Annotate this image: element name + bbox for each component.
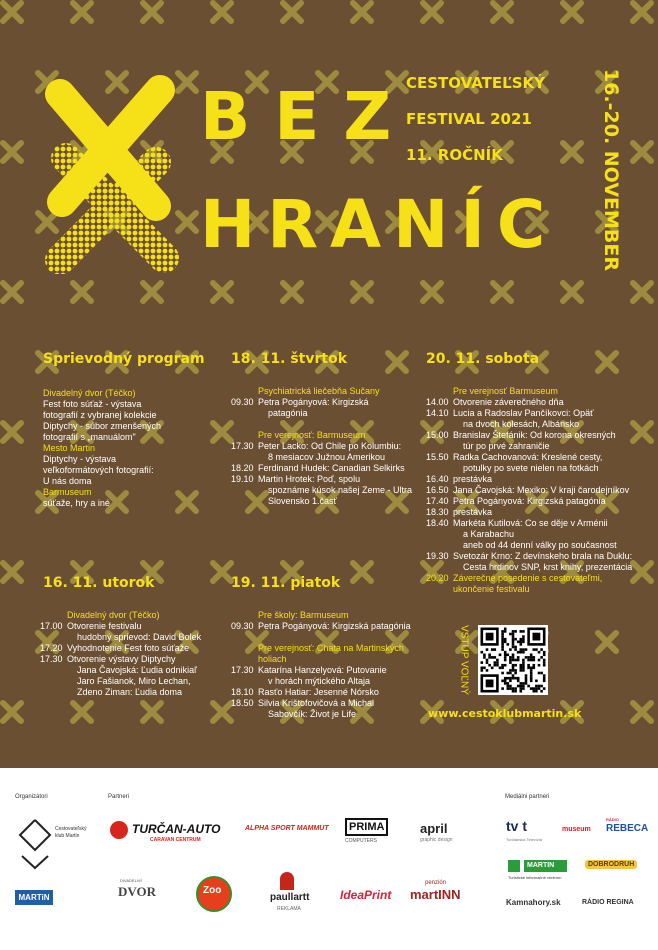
program-row	[43, 443, 213, 454]
program-row	[426, 419, 651, 430]
program-row	[231, 496, 421, 507]
x-mark	[493, 3, 511, 21]
program-row	[231, 709, 421, 720]
program-row	[40, 621, 220, 632]
martinn-logo: martINN	[410, 887, 461, 902]
program-row	[426, 430, 651, 441]
program-time: 15.00	[426, 430, 449, 440]
program-text: potulky po svete nielen na fotkách	[463, 463, 599, 473]
program-time: 17.20	[40, 643, 63, 653]
program-text: Diptychy - súbor zmenšených	[43, 421, 162, 431]
program-time: 18.40	[426, 518, 449, 528]
x-mark	[598, 633, 616, 651]
program-text: Pre verejnosť: Barmuseum	[258, 430, 366, 440]
program-row	[40, 643, 220, 654]
sponsors-footer	[0, 768, 658, 950]
rebeca-logo: REBECA	[606, 823, 649, 834]
program-row	[426, 518, 651, 529]
title-bez: BEZ	[200, 78, 416, 155]
program-row	[426, 584, 651, 595]
program-row	[43, 454, 213, 465]
program-row	[231, 665, 421, 676]
cestoklub-logo	[18, 818, 52, 870]
program-text: Otvorenie výstavy Diptychy	[67, 654, 176, 664]
program-time: 17.00	[40, 621, 63, 631]
program-time	[426, 441, 453, 452]
x-mark	[73, 703, 91, 721]
program-time	[426, 419, 453, 430]
program-text: Divadelný dvor (Téčko)	[43, 388, 136, 398]
x-mark	[3, 143, 21, 161]
tvt-logo: tv t	[506, 818, 527, 834]
x-mark	[493, 283, 511, 301]
x-mark	[213, 283, 231, 301]
accompanying-program	[43, 350, 213, 509]
program-row	[40, 665, 220, 676]
program-text: Sabovčík: Život je Life	[268, 709, 357, 719]
program-time: 16.40	[426, 474, 449, 484]
program-text: Ferdinand Hudek: Canadian Selkirks	[258, 463, 405, 473]
turcan-auto-icon	[110, 821, 128, 839]
program-time: 09.30	[231, 621, 254, 631]
ideaprint-logo: IdeaPrint	[340, 888, 392, 902]
program-time: 17.30	[231, 665, 254, 675]
program-text: Mesto Martin	[43, 443, 96, 453]
program-time	[231, 452, 258, 463]
x-mark	[283, 283, 301, 301]
festival-dates: 16.-20. NOVEMBER	[600, 68, 622, 272]
program-text: Barmuseum	[43, 487, 92, 497]
program-text: fotografií s „manuálom"	[43, 432, 136, 442]
program-text: Diptychy - výstava	[43, 454, 117, 464]
zoo-text: Zoo	[203, 885, 222, 896]
program-time: 18.50	[231, 698, 254, 708]
program-row	[40, 687, 220, 698]
x-mark	[143, 703, 161, 721]
program-row	[43, 487, 213, 498]
x-mark	[563, 143, 581, 161]
program-text: súťaže, hry a iné	[43, 498, 110, 508]
program-time	[231, 408, 258, 419]
program-text: patagónia	[268, 408, 308, 418]
x-mark	[213, 703, 231, 721]
tic-sub: Turistické informačné centrum	[508, 875, 562, 880]
program-text: Pre školy: Barmuseum	[258, 610, 349, 620]
program-time	[426, 463, 453, 474]
program-text: Silvia Krištofovičová a Michal	[258, 698, 375, 708]
paullartt-icon	[280, 872, 294, 890]
radio-regina-logo: RÁDIO REGINA	[582, 899, 634, 906]
program-row	[426, 507, 651, 518]
program-row	[231, 419, 421, 430]
program-time	[426, 540, 453, 551]
program-row	[231, 463, 421, 474]
program-text: Petra Pogányová: Kirgizská	[258, 397, 369, 407]
program-text: Vyhodnotenie Fest foto súťaže	[67, 643, 190, 653]
program-time: 16.50	[426, 485, 449, 495]
program-time: 18.10	[231, 687, 254, 697]
program-time	[426, 529, 453, 540]
program-time: 19.10	[231, 474, 254, 484]
program-text: Záverečné posedenie s cestovateľmi,	[453, 573, 603, 583]
x-mark	[563, 3, 581, 21]
program-time	[426, 386, 453, 397]
program-time	[426, 584, 453, 595]
program-time	[40, 610, 67, 621]
x-mark	[73, 3, 91, 21]
alpha-sport-logo: ALPHA SPORT MAMMUT	[245, 825, 329, 832]
program-row	[231, 698, 421, 709]
program-text: Otvorenie záverečného dňa	[453, 397, 564, 407]
program-time	[231, 676, 258, 687]
day-20-program	[426, 350, 651, 595]
program-row	[426, 408, 651, 419]
festival-year: FESTIVAL 2021	[406, 110, 532, 128]
program-text	[258, 632, 271, 643]
day-19-heading: 19. 11. piatok	[231, 575, 341, 591]
prima-sub: COMPUTERS	[345, 838, 377, 844]
program-text: Jaro Fašianok, Miro Lechan,	[77, 676, 191, 686]
program-row	[43, 498, 213, 509]
turcan-auto-logo: TURČAN-AUTO	[132, 822, 221, 836]
program-time: 20.20	[426, 573, 449, 583]
program-row	[231, 643, 421, 665]
program-text: Petra Pogányová: Kirgizská patagónia	[258, 621, 411, 631]
dvor-top: DIVADELNÝ	[120, 878, 143, 883]
program-time: 18.20	[231, 463, 254, 473]
program-text: aneb od 44 denní války po současnost	[463, 540, 617, 550]
day-18-program	[231, 350, 421, 507]
program-row	[426, 573, 651, 584]
program-row	[43, 399, 213, 410]
program-text: veľkoformátových fotografií:	[43, 465, 154, 475]
program-row	[43, 421, 213, 432]
program-text: prestávka	[453, 507, 493, 517]
program-text: Peter Lacko: Od Chile po Kolumbiu:	[258, 441, 402, 451]
festival-edition: 11. ROČNÍK	[406, 146, 503, 164]
program-text: Branislav Štefánik: Od korona okresných	[453, 430, 616, 440]
x-mark	[353, 3, 371, 21]
program-row	[231, 408, 421, 419]
program-row	[426, 540, 651, 551]
x-mark	[423, 3, 441, 21]
program-row	[40, 654, 220, 665]
rebeca-top: RÁDIO	[606, 817, 619, 822]
program-text: Jana Čavojská: Mexiko: V kraji čarodejníkov	[453, 485, 630, 495]
program-row	[426, 441, 651, 452]
program-time	[40, 665, 67, 676]
cestoklub-name: Cestovateľský klub Martin	[55, 826, 87, 839]
martinn-top: penzión	[425, 880, 447, 886]
paullartt-logo: paullartt	[270, 892, 310, 903]
program-time	[231, 709, 258, 720]
day-18-heading: 18. 11. štvrtok	[231, 351, 348, 367]
program-row	[231, 632, 421, 643]
x-mark	[3, 283, 21, 301]
accompanying-heading: Sprievodný program	[43, 351, 205, 367]
program-time: 18.30	[426, 507, 449, 517]
april-sub: graphic design	[420, 837, 453, 843]
program-time: 15.50	[426, 452, 449, 462]
day-16-heading: 16. 11. utorok	[43, 575, 155, 591]
program-time	[231, 610, 258, 621]
program-text: prestávka	[453, 474, 493, 484]
x-mark	[563, 283, 581, 301]
program-text: Pre verejnosť Barmuseum	[453, 386, 558, 396]
x-mark	[143, 283, 161, 301]
program-row	[426, 474, 651, 485]
dvor-logo: DVOR	[118, 884, 157, 899]
program-text: spoznáme kúsok našej Zeme - Ultra	[268, 485, 413, 495]
program-text: Cesta hrdinov SNP, krst knihy, prezentácia	[463, 562, 633, 572]
program-row	[231, 621, 421, 632]
x-mark	[3, 3, 21, 21]
program-text: Fest foto súťaž - výstava	[43, 399, 142, 409]
x-mark	[73, 283, 91, 301]
program-time	[231, 632, 258, 643]
x-mark	[283, 3, 301, 21]
x-mark	[3, 563, 21, 581]
entry-free-label: VSTUP VOĽNÝ	[458, 625, 470, 695]
title-hranic: HRANÍC	[200, 186, 558, 263]
program-row	[231, 474, 421, 485]
day-20-heading: 20. 11. sobota	[426, 351, 540, 367]
program-text: 8 mesiacov Južnou Amerikou	[268, 452, 386, 462]
x-mark	[3, 703, 21, 721]
program-row	[231, 386, 421, 397]
program-time	[231, 386, 258, 397]
x-mark	[213, 423, 231, 441]
program-row	[231, 430, 421, 441]
x-mark	[633, 703, 651, 721]
program-text: Slovensko 1.časť	[268, 496, 337, 506]
program-text: Rasťo Hatiar: Jesenné Nórsko	[258, 687, 379, 697]
tvt-sub: Turčianska Televízia	[506, 837, 543, 842]
program-time: 17.30	[231, 441, 254, 451]
program-text: Radka Cachovanová: Kreslené cesty,	[453, 452, 603, 462]
program-time: 09.30	[231, 397, 254, 407]
turcan-auto-sub: CARAVAN CENTRUM	[150, 837, 201, 843]
program-text: Katarína Hanzelyová: Putovanie	[258, 665, 387, 675]
program-time	[426, 562, 453, 573]
program-time	[231, 485, 258, 496]
program-text: Pre verejnosť: Chata na Martinských holiach	[258, 643, 404, 664]
program-text: na dvoch kolesách, Albánsko	[463, 419, 580, 429]
program-text: Markéta Kutilová: Co se děje v Arménii	[453, 518, 608, 528]
program-time: 14.00	[426, 397, 449, 407]
program-row	[43, 432, 213, 443]
website-link[interactable]: www.cestoklubmartin.sk	[428, 707, 582, 720]
program-text: a Karabachu	[463, 529, 515, 539]
qr-code	[478, 625, 548, 695]
organizers-label: Organizátori	[15, 794, 48, 800]
museum-logo: museum	[562, 826, 591, 833]
program-text	[258, 419, 271, 430]
program-row	[43, 410, 213, 421]
program-row	[426, 397, 651, 408]
program-text: v horách mýtického Altaja	[268, 676, 371, 686]
program-row	[231, 485, 421, 496]
x-mark	[353, 283, 371, 301]
paullartt-sub: REKLAMA	[277, 906, 301, 912]
program-row	[231, 610, 421, 621]
festival-x-logo	[36, 74, 186, 274]
x-mark	[633, 283, 651, 301]
kamnahory-logo: Kamnahory.sk	[506, 898, 561, 907]
program-row	[231, 441, 421, 452]
program-row	[43, 465, 213, 476]
program-text: Zdeno Ziman: Ľudia doma	[77, 687, 183, 697]
program-time	[231, 430, 258, 441]
program-row	[426, 562, 651, 573]
program-row	[43, 388, 213, 399]
program-text: túr po prvé zahraničie	[463, 441, 550, 451]
x-mark	[633, 143, 651, 161]
program-row	[426, 496, 651, 507]
program-time	[40, 632, 67, 643]
program-row	[231, 452, 421, 463]
festival-name: CESTOVATEĽSKÝ	[406, 74, 545, 92]
program-row	[40, 676, 220, 687]
program-text: hudobný sprievod: David Bolek	[77, 632, 202, 642]
program-row	[426, 386, 651, 397]
program-text: Martin Hrotek: Poď, spolu	[258, 474, 361, 484]
x-mark	[143, 3, 161, 21]
martin-city-logo: MARTiN	[15, 890, 53, 905]
program-row	[40, 610, 220, 621]
program-text: Divadelný dvor (Téčko)	[67, 610, 160, 620]
program-time: 19.30	[426, 551, 449, 561]
program-row	[426, 551, 651, 562]
program-time	[40, 687, 67, 698]
program-row	[231, 676, 421, 687]
program-text: Jana Čavojská: Ľudia odnikiaľ	[77, 665, 197, 675]
program-row	[231, 687, 421, 698]
program-text: U nás doma	[43, 476, 92, 486]
program-text: Svetozár Krno: Z devínskeho brala na Duklu:	[453, 551, 633, 561]
x-mark	[633, 3, 651, 21]
program-row	[231, 397, 421, 408]
tic-icon	[508, 860, 520, 872]
x-mark	[213, 3, 231, 21]
day-16-program	[40, 574, 220, 698]
partners-label: Partneri	[108, 794, 130, 800]
media-partners-label: Mediálni partneri	[505, 794, 550, 800]
program-row	[426, 463, 651, 474]
program-text: Petra Pogányová: Kirgizská patagónia	[453, 496, 606, 506]
program-time: 17.40	[426, 496, 449, 506]
april-logo: april	[420, 821, 448, 836]
program-time: 17.30	[40, 654, 63, 664]
program-time	[231, 419, 258, 430]
program-text: ukončenie festivalu	[453, 584, 530, 594]
program-time	[231, 643, 258, 665]
program-text: Lucia a Radoslav Pančíkovci: Opäť	[453, 408, 594, 418]
program-row	[426, 529, 651, 540]
program-text: Psychiatrická liečebňa Sučany	[258, 386, 380, 396]
program-row	[426, 485, 651, 496]
x-mark	[423, 283, 441, 301]
tic-logo: MARTIN	[524, 860, 567, 872]
program-time	[231, 496, 258, 507]
program-time	[40, 676, 67, 687]
program-text: Otvorenie festivalu	[67, 621, 142, 631]
day-19-program	[231, 574, 421, 720]
x-mark	[3, 423, 21, 441]
dobrodruh-logo: DOBRODRUH	[585, 860, 637, 869]
program-row	[426, 452, 651, 463]
program-time: 14.10	[426, 408, 449, 418]
prima-logo: PRIMA	[345, 818, 388, 836]
program-text: fotografií z vybranej kolekcie	[43, 410, 157, 420]
program-row	[40, 632, 220, 643]
program-row	[43, 476, 213, 487]
